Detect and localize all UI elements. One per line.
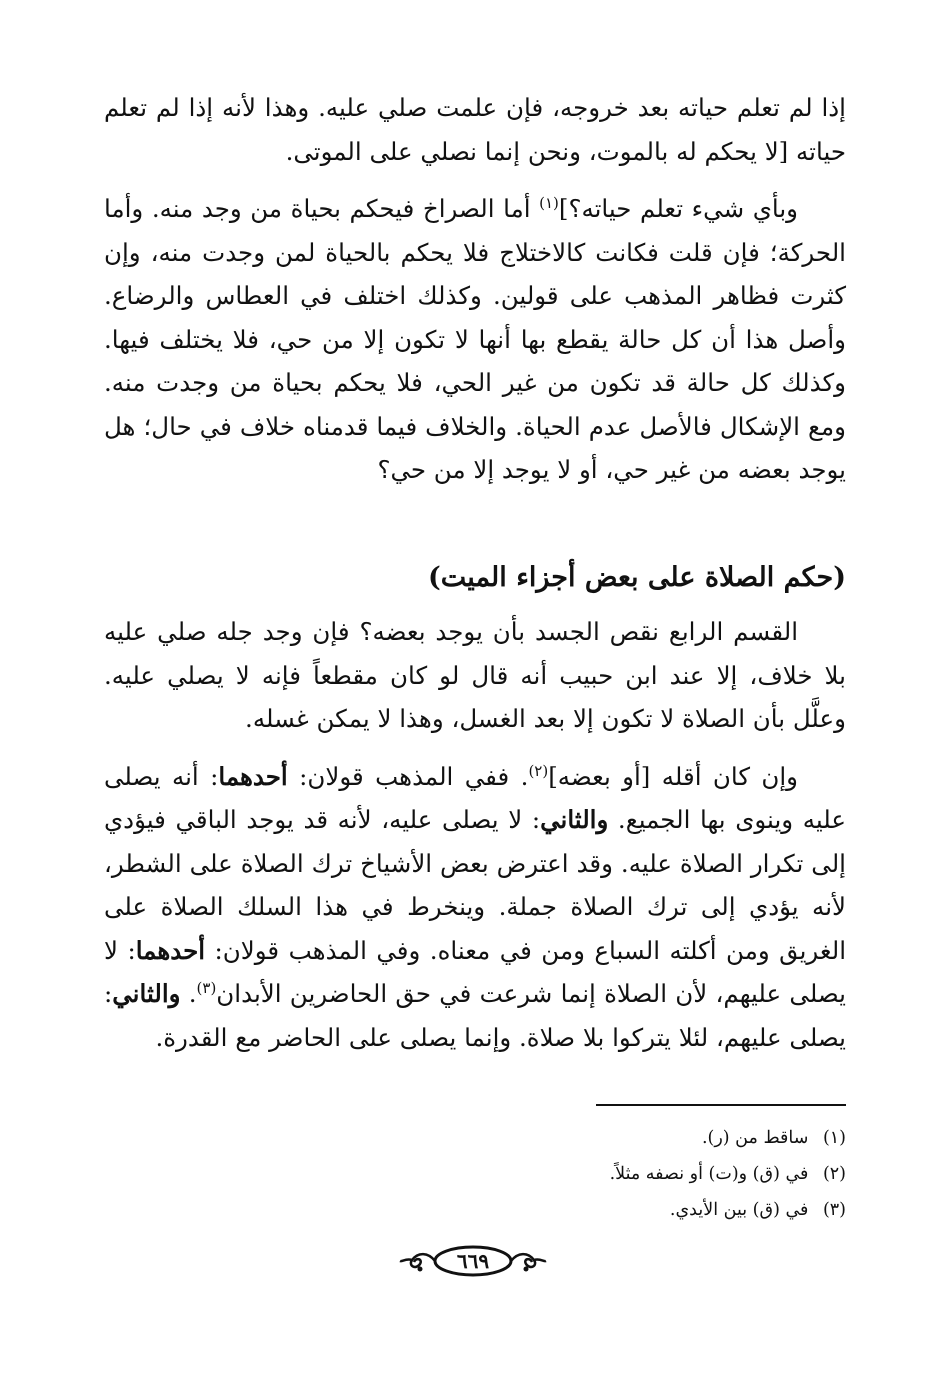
footnote-text: في (ق) بين الأيدي. xyxy=(669,1200,809,1220)
text-run: : أنه يصلى عليه وينوى بها الجميع. xyxy=(104,761,846,834)
text-run: وبأي شيء تعلم حياته؟] xyxy=(558,194,799,223)
footnote-number: (٢) xyxy=(822,1164,846,1184)
text-run: أما الصراخ فيحكم بحياة من وجد منه. وأما الحركة؛ فإن قلت فكانت كالاختلاج فلا يحكم بالحياة لمن وجدت منه، وإن كثرت فظاهر المذهب على قولين. وكذلك اختلف في العطاس والرضاع. وأصل هذا أن كل حالة يقطع بها أنها لا تكون إلا من حي، فلا يختلف فيها. وكذلك كل حالة قد تكون من غير الحي، فلا يحكم بحياة من وجدت منه. ومع الإشكال فالأصل عدم الحياة. والخلاف فيما قدمناه خلاف في حال؛ هل يوجد بعضه من غير حي، أو لا يوجد إلا من حي؟ xyxy=(104,194,846,484)
footnote-divider xyxy=(596,1104,846,1106)
footnote-item xyxy=(300,1120,846,1156)
text-run: . xyxy=(180,979,197,1008)
footnote-text: في (ق) و(ت) أو نصفه مثلاً. xyxy=(609,1164,809,1184)
footnote-ref: (٣) xyxy=(196,978,217,997)
text-run: : لا يصلى عليهم، لأن الصلاة إنما شرعت في حق الحاضرين الأبدان xyxy=(104,935,846,1008)
paragraph xyxy=(104,755,846,1060)
section-heading: (حكم الصلاة على بعض أجزاء الميت) xyxy=(428,562,846,593)
page-number-ornament xyxy=(398,1242,548,1282)
bold-term: أحدهما xyxy=(135,935,206,965)
paragraph: القسم الرابع نقص الجسد بأن يوجد بعضه؟ فإن وجد جله صلي عليه بلا خلاف، إلا عند ابن حبيب أنه قال لو كان مقطعاً فإنه لا يصلي عليه. وعلَّل بأن الصلاة لا تكون إلا بعد الغسل، وهذا لا يمكن غسله. xyxy=(104,617,846,733)
footnote-text: ساقط من (ر). xyxy=(701,1128,809,1148)
footnote-number: (١) xyxy=(822,1128,846,1148)
footnotes xyxy=(300,1120,846,1228)
text-run: : يصلى عليهم، لئلا يتركوا بلا صلاة. وإنما يصلى على الحاضر مع القدرة. xyxy=(104,979,846,1052)
footnote-ref: (١) xyxy=(539,193,559,212)
footnote-item xyxy=(300,1192,846,1228)
text-run: . ففي المذهب قولان: xyxy=(287,761,529,791)
section-1 xyxy=(104,86,846,492)
bold-term: والثاني xyxy=(540,805,609,834)
footnote-ref: (٢) xyxy=(528,761,549,780)
paragraph xyxy=(104,187,846,492)
page-number: ٦٦٩ xyxy=(456,1249,490,1273)
bold-term: أحدهما xyxy=(218,761,288,791)
bold-term: والثاني xyxy=(112,979,181,1008)
paragraph: إذا لم تعلم حياته بعد خروجه، فإن علمت صلي عليه. وهذا لأنه إذا لم تعلم حياته [لا يحكم له بالموت، ونحن إنما نصلي على الموتى. xyxy=(104,93,846,166)
section-2 xyxy=(104,610,846,1059)
text-run: : لا يصلى عليه، لأنه قد يوجد الباقي فيؤدي إلى تكرار الصلاة عليه. وقد اعترض بعض الأشياخ ترك الصلاة على الشطر، لأنه يؤدي إلى ترك الصلاة جملة. وينخرط في هذا السلك الصلاة على الغريق ومن أكلته السباع ومن في معناه. وفي المذهب قولان: xyxy=(104,805,846,965)
footnote-number: (٣) xyxy=(822,1200,846,1220)
footnote-item xyxy=(300,1156,846,1192)
text-run: وإن كان أقله [أو بعضه] xyxy=(548,761,799,791)
